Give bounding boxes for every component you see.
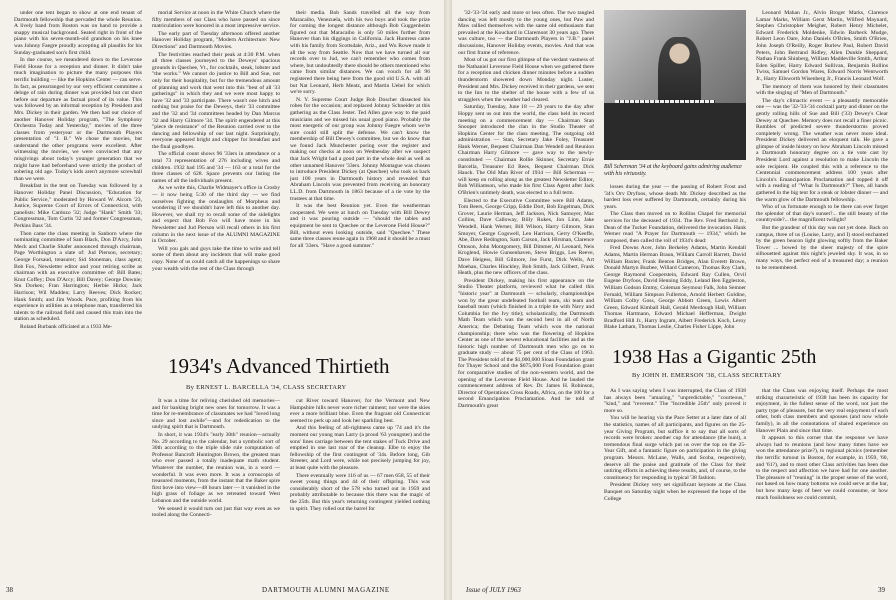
paragraph: The early part of Tuesday afternoon offered another Hanover Holiday program, "Modern Architecture: New Directions" and Dartmouth Movies. <box>152 30 280 50</box>
article-1934-column-1 <box>152 398 280 578</box>
paragraph: cut River toward Hanover, for the Vermont and New Hampshire hills never wore richer raiment; nor were the skies ever a more brilliant blue. Even the fragrant old Connecticut seemed to perk up and look her sparkling best. <box>290 398 430 424</box>
paragraph: morial Service at noon in the White Church where the fifty members of our Class who have passed on since matriculation were honored in a most impressive service. <box>152 10 280 30</box>
page-number-left: 38 <box>6 586 13 594</box>
footer-magazine-title: DARTMOUTH ALUMNI MAGAZINE <box>262 586 390 594</box>
paragraph: President Dickey very set significant keynote at the Class Banquet on Saturday night when he expressed the hope of the College <box>604 482 746 502</box>
paragraph: losses during the year — the passing of Robert Frost and '34's Orv Dryfoos, whose death Mr. Dickey described as the hardest loss ever suffered by Dartmouth, certainly during his years. <box>604 184 746 210</box>
paragraph: As I was saying when I was interrupted, the Class of 1938 has always been "amazing," "unpredictable," "courteous," "kind," and "reverent." The "Incredible 25th" only proved it more so. <box>604 388 746 414</box>
article-1938-column-1 <box>604 388 746 578</box>
paragraph: their media. Bob Sands travelled all the way from Maracaibo, Venezuela, with his two boys and took the prize for coming the longest distance although Bob Guggenheim figured out that Maracaibo is only 50 miles further from Hanover than his diggings in California. Jack Huntress came with his family from Scottsdale, Ariz., and Wu Rowe made it all the way from Seattle. Now that we have turned all our records over to Jud, we can't remember who comes from where, but undoubtedly there should be others mentioned who came from similar distances. We can vouch for all 96 registered there being here from the good old U.S.A. with all but Nat Leonard, Herb Meatz, and Martin Uebel for which we're sorry. <box>290 10 430 96</box>
article-byline-1938: By JOHN H. EMERSON '38, CLASS SECRETARY <box>632 372 782 379</box>
paragraph: President Dickey, making his first appearance on the Studio Theater platform, reviewed what he called this "historic year" at Dartmouth — scholarly, championships won by the great undefeated football team, ski team and baseball team (which finished in a triple tie with Navy and Columbia for the Ivy title); scholastically, the Dartmouth Math Team which was the second best in all of North America; the Debating Team which won the national championship; there who was the flowering of Hopkins Center as one of the newest educational facilities and as the historic high number of Dartmouth men who go on to graduate study — about 75 per cent of the Class of 1963. The President told of the $1,000,000 Sloan Foundation grant for Thayer School and the $675,000 Ford Foundation grant for comparative studies of the non-western world, and the opening of the Leverone Field House. And he lauded the commencement address of Rev. Dr. James H. Robinson, Director of Operations Cross Roads, Africa, on the 100 for a second Emancipation Proclamation. And he told of Dartmouth's great <box>458 277 594 410</box>
page-gutter <box>444 0 452 600</box>
article-byline-1934: By ERNEST L. BARCELLA '34, CLASS SECRETARY <box>186 384 347 391</box>
footer-issue-date: Issue of JULY 1963 <box>466 586 521 594</box>
paragraph: '32-'33-'34 early and more or less often. The two tangled dancing was left mostly to the young ones, but Paw and Maw rallied themselves with the same old enthusiasm that prevailed at the Kouchard in Claremont 30 years ago. There was culture, too — the Dartmouth Players in "J.B." panel discussions, Hanover Holiday events, movies. And that was our first frame of reference. <box>458 10 594 56</box>
paragraph: It was a time for reliving cherished old memories—and for banking bright new ones for tomorrow. It was a time for re-membrance of classmates we had "loved long since and lost awhile"—and for rededication to the undying spirit that is Dartmouth. <box>152 398 280 431</box>
left-column-3 <box>290 10 430 350</box>
paragraph: Most of us got our first glimpse of the verdant vastness of the Nathaniel Leverone Field House when we gathered there for a reception and chicken dinner minutes before a sudden thunderstorm showered down Monday night. Luster, President and Mrs. Dickey received in their gardens, we sent to the Inn to the shelter of the house with a few of us stragglers when the weather had cleared. <box>458 57 594 103</box>
paragraph: But the grandeur of this day was not yet done. Back on campus, three of us (Louise, Larry, and I) stood enchanted by the green beacon light glowing softly from the Baker Tower ... bowed by the sheer majesty of the spire silhouetted against this night's jeweled sky. It was, in so many ways, the perfect end of a treasured day; a reunion to be remembered. <box>756 225 888 271</box>
left-column-2 <box>152 10 280 350</box>
paragraph: There eventually were 116 of us — 67 men 658, 55 of their sweet young things and 44 of their offspring. This was considerably short of the 578 who turned out in 1959 and probably attributable to because this there was the magic of the 25th. But this year's returning contingent yielded nothing in spirit. They rolled out the barrel for <box>290 472 430 512</box>
photo-caption: Bill Scherman '34 at the keyboard gains admiring audience with his virtuosity. <box>604 164 742 177</box>
right-page <box>452 0 896 600</box>
paragraph: And this feeling of all-rightness came up '74 and it's the moment our young man Larry (a proud '63 youngster) and the sons' lines carriage between the tent stakes of Tuck Drive and emptied in one last roar of the cleanup. Elbe to enjoy the fellowship of the first contingent of '34s. Before long, Gib Streeter, and Lord were, while not precisely jumping for joy, at least quite with the pleasure. <box>290 425 430 471</box>
paragraph: Breakfast in the tent on Tuesday was followed by a Hanover Holiday Panel Discussion, "Education for Public Service," moderated by Howard W. Alcorn '23, Justice, Supreme Court of Errors of Connecticut, with panelists: Mike Cardozo '32; Judge "Hank" Smith '33; Congressman, Tom Curtis '32 and former Congressman, Perkins Bass '34. <box>14 183 142 229</box>
paragraph: It was the best Reunion yet. Even the weatherman cooperated. We were at lunch on Tuesday with Bill Dewey and it was pouring outside — "should the tables and equipment be sent to Quechee or the Leverone Field House?" Bill, without even looking outside, said "Quechee." These same three classes reune again in 1968 and it should be a must for all '33ers. "Have a good summer." <box>290 203 430 249</box>
right-column-2 <box>604 184 746 340</box>
article-headline-1938: 1938 Has a Gigantic 25th <box>612 346 817 368</box>
paragraph: Saturday, Tuesday, June 18 — 29 years to the day after Hoppy sent us out into the world, the class held its record meeting on a commencement day — Chairman Stan Snooper introduced the clan in the Studio Theater of Hopkins Center for the class meeting. The outgoing old administration — Stan, Secretary Jake Foley, Treasurer Hank Werner, Bequest Chairman Dan Wendell and Reunion Chairman Harry Gilmore — gave way to the newly-constituted — Chairman Rollie Skinner, Secretary Ernie Barcella, Treasurer Ed Rees, Bequest Chairman Dick Hauck. The Old Man River of 1934 — Bill Scherman — will keep on rolling along as the greatest Newsletter Editor, Bob Williamson, who made his first Class Agent after Jack O'Brien's untimely death, was elected to a full term. <box>458 104 594 197</box>
article-headline-1934: 1934's Advanced Thirtieth <box>168 354 390 378</box>
left-column-1 <box>14 10 142 566</box>
article-1938-column-2 <box>756 388 888 578</box>
paragraph: Leonard Mahan Jr., Alvin Broger Marks, Clarence Lamar Marks, William Gerst Martin, Wilfred Maynard, Stephen Christopher Meigher, Robert Henry Michelet, Edward Frederick Moldenke, Edwin Barbeck Mudge, Robert Leon Oare, John Daniels O'Brien, Smith O'Brien, John Joseph O'Reilly, Roger Burlew Paul, Robert David Peters, John Bertrand Ridley, Allen Dunkle Sheppard, Nathan Frank Shinberg, William Maddeville Smith, Arthur Eden Spiller, Harry Edward Sullivan, Benjamin Rollins Twiss, Samuel Gordon Wares, Edward Norris Wentworth Jr., Harry Ellsworth Wisenberg Jr., Francis Leonard Wolf. <box>756 10 888 82</box>
paragraph: In short, it was 1934's "early 30th" reunion—actually No. 29 according to the calendar, but a symbolic sort of 30th according to the triple slide rule computation of Professor Bancroft Huntington Brown, the greatest man who ever passed a totally inadequate math student. Whatever the number, the reunion was, in a word — wonderful. It was even more. It was a cornucopia of treasured moments, from the instant that the Baker spire first hove into view—48 hours later — it vanished in the high grass of foliage as we retreated toward West Lebanon and the outside world. <box>152 431 280 504</box>
paragraph: Who of us fortunate enough to be there can ever forget the splendor of that day's sunset?... the still beauty of the countryside?... the magnificent twilight? <box>756 204 888 224</box>
paragraph: In due course, we meandered down to the Leverone Field House for a reception and dinner. It didn't take much imagination to picture the many purposes this terrific building — like the Hopkins Center — can serve. In fact, as prearranged by our very efficient committee a deluge of rain during dinner was provided but cut short before our departure as factual proof of its value. This was followed by an informal reception by President and Mrs. Dickey in their garden. We then had our choice of another Hanover Holiday program, "The Symphony Orchestra Today and Yesterday," movies of the three classes from yesteryear or the Dartmouth Players presentation of "J. B." We chose the movies, but understand the other programs were excellent. After witnessing the movies, we were convinced that any misgivings about today's younger generation that we might have had beforehand were strictly the product of sobering old age. Today's kids aren't anymore screwball than we were. <box>14 57 142 182</box>
paragraph: The Class then moved on to Rollins Chapel for memorial services for the deceased of 1934. The Rev. Fred Berthold Jr., Dean of the Tucker Foundation, delivered the invocation. Hank Werner read "A Prayer for Dartmouth — 1934," which he composed, then called the roll of 1934's dead: <box>604 211 746 244</box>
page-number-right: 39 <box>878 586 885 594</box>
right-column-1 <box>458 10 594 566</box>
paragraph: We sensed it would turn out just that way even as we tooled along the Connecti- <box>152 505 280 519</box>
paragraph: Elected to the Executive Committee were Bill Adams, Tom Beers, George Cripp, Eddie Dort, Bob Engelman, Dick Grover, Laurie Herman, Jeff Jackson, Nick Samoyer, Mac Collins, Dave Calloway, Billy Rukes, Jon Linn, Jake Wendell, Hank Werner, Bill Wilson, Harry Gilmore, Stan Smoyer, George Cogswell, Len Harrison, Gerry O'Keeffe, Abe, Dave Redington, Sam Carson, Jack Hirsman, Clarence Ottoson, John Montgomery, Bill Dimmer, Al Leonard, Neis Kroglend, Howie Gunsenhaven, Steve Briggs, Les Reeve, Dave Heigess, Bill Gilmore, Joe Furst, Dick Wells, Art Moehan, Charles Hinckley, Bob Smith, Jack Gilbert, Frank Heath, plus the new officers of the class. <box>458 197 594 277</box>
paragraph: As we write this, Charlie Widmayer's office in Crosby — it now being 5:30 of the third day — we find ourselves fighting the onslaughts of Morpheus and wondering if we shouldn't have left this to another day. However, we shall try to recall some of the sidelights and expect that Bob Fox will have more in his Newsletter and Jud Pierson will recall others in his first column in the next issue of the ALUMNI MAGAZINE in October. <box>152 185 280 245</box>
reunion-piano-photo <box>604 10 746 160</box>
paragraph: The festivities reached their peak at 4:30 P.M. when all three classes journeyed to the Deweys' spacious grounds in Quechee, Vt., for cocktails, steak, lobster and "the works." We cannot do justice to Bill and Sue, not only for their hospitality, but for the tremendous amount of planning and work that went into this "best of all '33 gatherings" in which they and we were most happy to have '32 and '33 participate. There wasn't one hitch and nothing but praise for the Deweys, their '33 committee and the '32 and '34 committees headed by Dan Marcus '32 and Harry Gilmore '34. The spirit engendered at this "piece de resistance" of the Reunion carried over to the dancing and fellowship of our last night. Surprisingly, everyone appeared bright and chipper for breakfast and the final goodbyes. <box>152 51 280 150</box>
paragraph: It appears to this corner that the response we have always had to reunions (and how many times have we won the attendance prize?), to regional picnics (remember the terrific turnout in Boston, for example, in 1959, '60, and '61?), and to most other Class activities has been due to the respect and affection we have had for one another. The pleasure of "reuning" in the proper sense of the word, not based on how many bottoms we could serve at the bar, but how many kegs of beer we could consume, or how much foolishness we could commit, <box>756 435 888 501</box>
paragraph: Fred Downs Acer, John Berkeley Adams, Martin Kendall Adams, Martin Herman Braun, William Carroll Barrett, David William Baxter, Frank Benton Bridges, Alan Everett Brown, Donald Martyn Buzbee, Willard Cameron, Thomas Roy Clark, George Raymond Cooperstein, Edward Ray Cullen, Orvil Eugene Dryfoos, David Henning Eddy, Leland Ben Eggleston, William Godson Emmy, Coleman Seymour Falk, John Semner Fernald, William Simpson Fullerton, Arnold Herbert Goldine, William Colby Goss, George Abbott Green, Lewis Albert Green, Edward Kimball Hall, Gerald Merdough Hall, William Thomas Hartmann, Edward Michael Hefferman, Dwight Bradford Hill Jr., Harry Ingram, Albert Frederick Koch, Leroy Blake Latham, Thomas Leslie, Charles Fisher Lippe, John <box>604 245 746 331</box>
paragraph: The official count shows 96 '33ers in attendance or a total 73 representation of 276 including wives and children. 1932 had 195 and '34 — 163 or a total for the three classes of 628. Space prevents our listing the names of all the individuals present. <box>152 151 280 184</box>
left-page <box>0 0 444 600</box>
article-1934-column-2 <box>290 398 430 578</box>
piano-body <box>604 103 746 160</box>
paragraph: Then came the class meeting in Sanborn where the nominating committee of Sam Black, Don D'Arcy, John Meck and Charlie Shafer announced through chairman, Page Worthington a slate of: Jud Pierson, secretary; George Forsaud, treasurer; Sid Stoneman, class agent; Bob Fox, Newsletter editor and your retiring scribe as chairman with an executive committee of: Bill Bates; Knut Coffey; Don D'Arcy; Bill Davey; George Downie; Stu Dorken; Fran Harrington; Herbie Hicks; Jack Harrison; Wil Madden; Larry Reeves; Dick Rocker; Hank Smith; and Jim Woods. Pace, profiting from his experience in utilities as a telephone man, transferred his talents to the railroad field and caused this train into the station as scheduled. <box>14 230 142 323</box>
paragraph: The day's climactic event — a pleasantly memorable one — was the '32-'33-'34 cocktail party and dinner on the gently rolling hills of Sue and Bill ('33) Dewey's Clear Dewey at Quechee. Memory does not recall a finer picnic. Rumbles of predicted severe thunderstorms proved completely wrong. The weather was never more ideal. President Dickey delivered an eloquent talk. He gave a glimpse of inside history on how Abraham Lincoln missed a Dartmouth honorary degree on a tie vote cast by President Lord against a resolution to make Lincoln the sole recipient. He coupled this with a reference to the Centennial commencement address 100 years after Lincoln's Emancipation Proclamation and topped it off with a reading of "What Is Dartmouth?" Then, all hands gathered in the big tent for a steak or lobster dinner — and the warm glow of the Dartmouth fellowship. <box>756 97 888 203</box>
paragraph: Will you gals and guys take the time to write and tell some of them about any incidents that will make good copy. None of us could catch all the happenings so share your wealth with the rest of the Class through <box>152 245 280 272</box>
paragraph: that the Class was enjoying itself. Perhaps the most striking characteristic of 1938 has been its capacity for enjoyment, in the fullest sense of the word, not just the party type of pleasure, but the very real enjoyment of each other, both class members and spouses (and now whole family), in all the connotations of shared experience on Hanover Plain and since that time. <box>756 388 888 434</box>
paragraph: The memory of them was honored by their classmates with the singing of "Men of Dartmouth." <box>756 83 888 97</box>
right-column-3 <box>756 10 888 340</box>
paragraph: You will be hearing via the Pace Setter at a later date of all the statistics, names of all participants, and figures on the 25-year Giving Program, but suffice it to say that all sorts of records were broken: another cup for attendance (the hunt), a tremendous final surge which put us over the top on the 25-Year Gift, and a fantastic figure on participation in the giving program. Messrs. McLane, Walls, and Scoba, respectively, deserve all the praise and gratitude of the Class for their untiring efforts in achieving these results, and, of course, to the constituency for responding in typical '38 fashion. <box>604 415 746 481</box>
paragraph: N. Y. Supreme Court Judge Bob Doscher dissected his robes for the occasion; and replaced Johnny Schneider at this gathering as the Class Jester. Ted Allen gave way to the paid musicians and we missed his usual good piano. Probably the most energetic of our group was Johnny Faegre whom we're sure could still split the defense. We can't know the membership of Bill Dewey's committee, but we do know that we found Jack Munchester poring over the register and making our checks at noon on Wednesday after we suspect that Jack Wright had a good part in the whole deal as well as other unnamed Hanover '33ers. Johnny Montague was chosen to introduce President Dickey (at Quechee) who took us back just 100 years in Dartmouth history and revealed that Abraham Lincoln was prevented from receiving an honorary LL.D. from Dartmouth in 1863 because of a tie vote by the trustees at that time. <box>290 96 430 202</box>
paragraph: Roland Burbank officiated at a 1933 Me- <box>20 323 113 330</box>
paragraph: under one tent began to show at one end tenant of Dartmouth fellowship that pervaded the whole Reunion. A lively band from Boston was on hand to provide a snappy musical background. Seated right in front of the piano with his seven-month-old grandson on his knee was Johnny Faegre proudly accepting all plaudits for his Sunday-graduated son's first child. <box>14 10 142 56</box>
